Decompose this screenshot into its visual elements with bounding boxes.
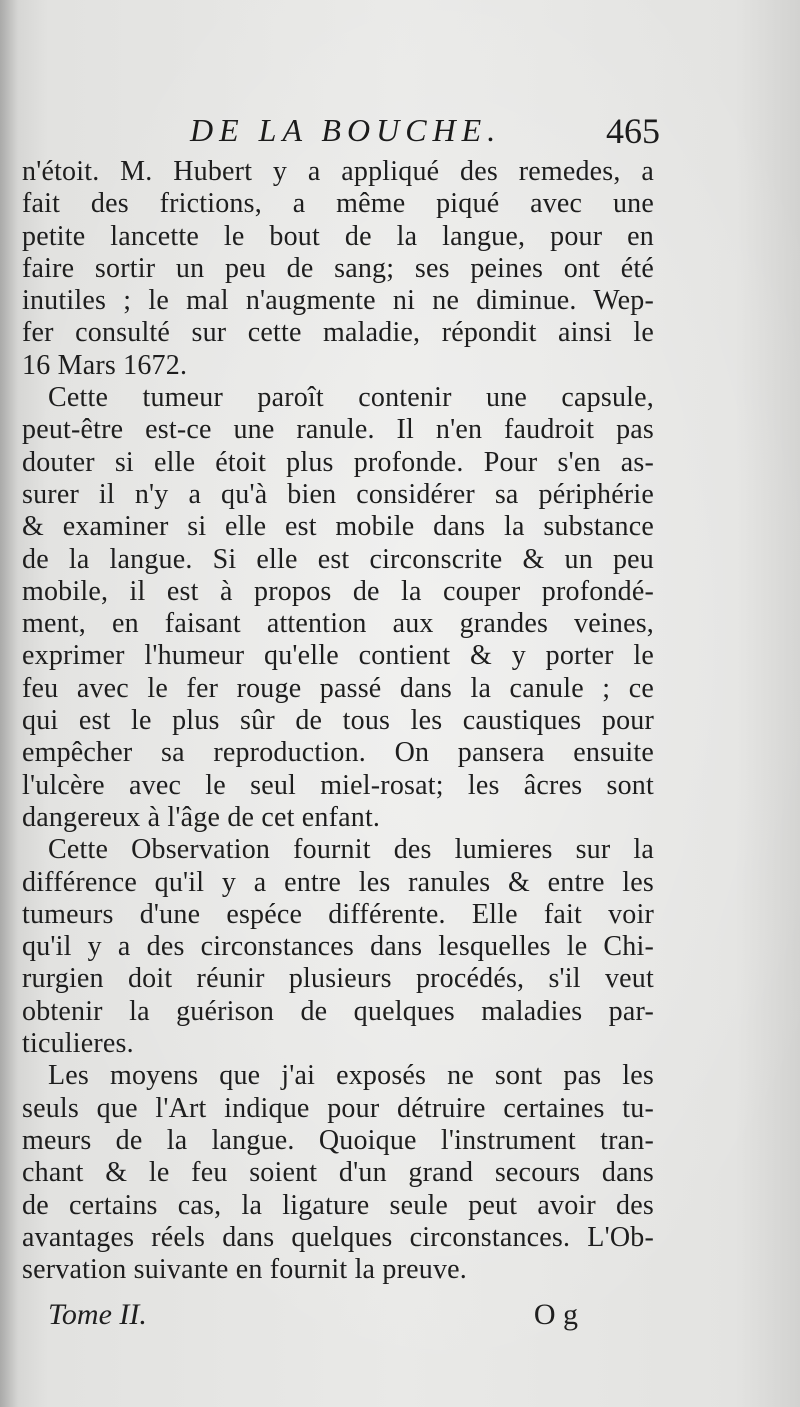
body-text xyxy=(22,156,654,1286)
text-line: fait des frictions, a même piqué avec une xyxy=(22,188,654,220)
text-line: fer consulté sur cette maladie, répondit ainsi le xyxy=(22,317,654,349)
text-line: & examiner si elle est mobile dans la substance xyxy=(22,511,654,543)
text-line: seuls que l'Art indique pour détruire certaines tu- xyxy=(22,1092,654,1124)
text-line: surer il n'y a qu'à bien considérer sa périphérie xyxy=(22,478,654,510)
signature-mark: O g xyxy=(533,1298,578,1331)
text-line: inutiles ; le mal n'augmente ni ne diminue. Wep- xyxy=(22,285,654,317)
text-line: douter si elle étoit plus profonde. Pour s'en as- xyxy=(22,446,654,478)
text-line: ment, en faisant attention aux grandes veines, xyxy=(22,608,654,640)
text-line: 16 Mars 1672. xyxy=(22,349,188,381)
spine-shadow xyxy=(0,0,18,1407)
text-line: rurgien doit réunir plusieurs procédés, s'il veut xyxy=(22,963,654,995)
text-line: de la langue. Si elle est circonscrite & un peu xyxy=(22,543,654,575)
text-line: de certains cas, la ligature seule peut avoir des xyxy=(22,1189,654,1221)
text-line: exprimer l'humeur qu'elle contient & y porter le xyxy=(22,640,654,672)
text-line: dangereux à l'âge de cet enfant. xyxy=(22,801,381,833)
text-line: chant & le feu soient d'un grand secours dans xyxy=(22,1157,654,1189)
text-line: mobile, il est à propos de la couper profondé- xyxy=(22,575,654,607)
volume-label: Tome II. xyxy=(48,1298,147,1331)
paragraph xyxy=(22,382,654,834)
text-line: qui est le plus sûr de tous les caustiques pour xyxy=(22,705,654,737)
text-line: qu'il y a des circonstances dans lesquelles le Chi- xyxy=(22,931,654,963)
text-line: faire sortir un peu de sang; ses peines ont été xyxy=(22,252,654,284)
text-line: petite lancette le bout de la langue, pour en xyxy=(22,220,654,252)
text-line: différence qu'il y a entre les ranules & entre les xyxy=(22,866,654,898)
text-line: meurs de la langue. Quoique l'instrument tran- xyxy=(22,1124,654,1156)
text-line: obtenir la guérison de quelques maladies par- xyxy=(22,995,654,1027)
text-line: ticulieres. xyxy=(22,1028,134,1060)
text-line: l'ulcère avec le seul miel-rosat; les âcres sont xyxy=(22,769,654,801)
text-line: avantages réels dans quelques circonstances. L'Ob- xyxy=(22,1221,654,1253)
paragraph xyxy=(22,156,654,382)
page-number: 465 xyxy=(606,111,660,151)
text-line: empêcher sa reproduction. On pansera ensuite xyxy=(22,737,654,769)
running-head: DE LA BOUCHE. xyxy=(190,112,502,148)
text-line: Cette Observation fournit des lumieres sur la xyxy=(48,834,654,866)
text-line: feu avec le fer rouge passé dans la canule ; ce xyxy=(22,672,654,704)
text-line: tumeurs d'une espéce différente. Elle fait voir xyxy=(22,898,654,930)
text-line: Les moyens que j'ai exposés ne sont pas les xyxy=(48,1060,654,1092)
page-header xyxy=(190,108,660,152)
text-line: n'étoit. M. Hubert y a appliqué des remedes, a xyxy=(22,156,654,187)
paragraph xyxy=(22,1060,654,1286)
paragraph xyxy=(22,834,654,1060)
page-footer xyxy=(48,1298,578,1338)
text-line: peut-être est-ce une ranule. Il n'en faudroit pas xyxy=(22,414,654,446)
text-line: servation suivante en fournit la preuve. xyxy=(22,1254,467,1286)
text-line: Cette tumeur paroît contenir une capsule, xyxy=(48,382,654,414)
